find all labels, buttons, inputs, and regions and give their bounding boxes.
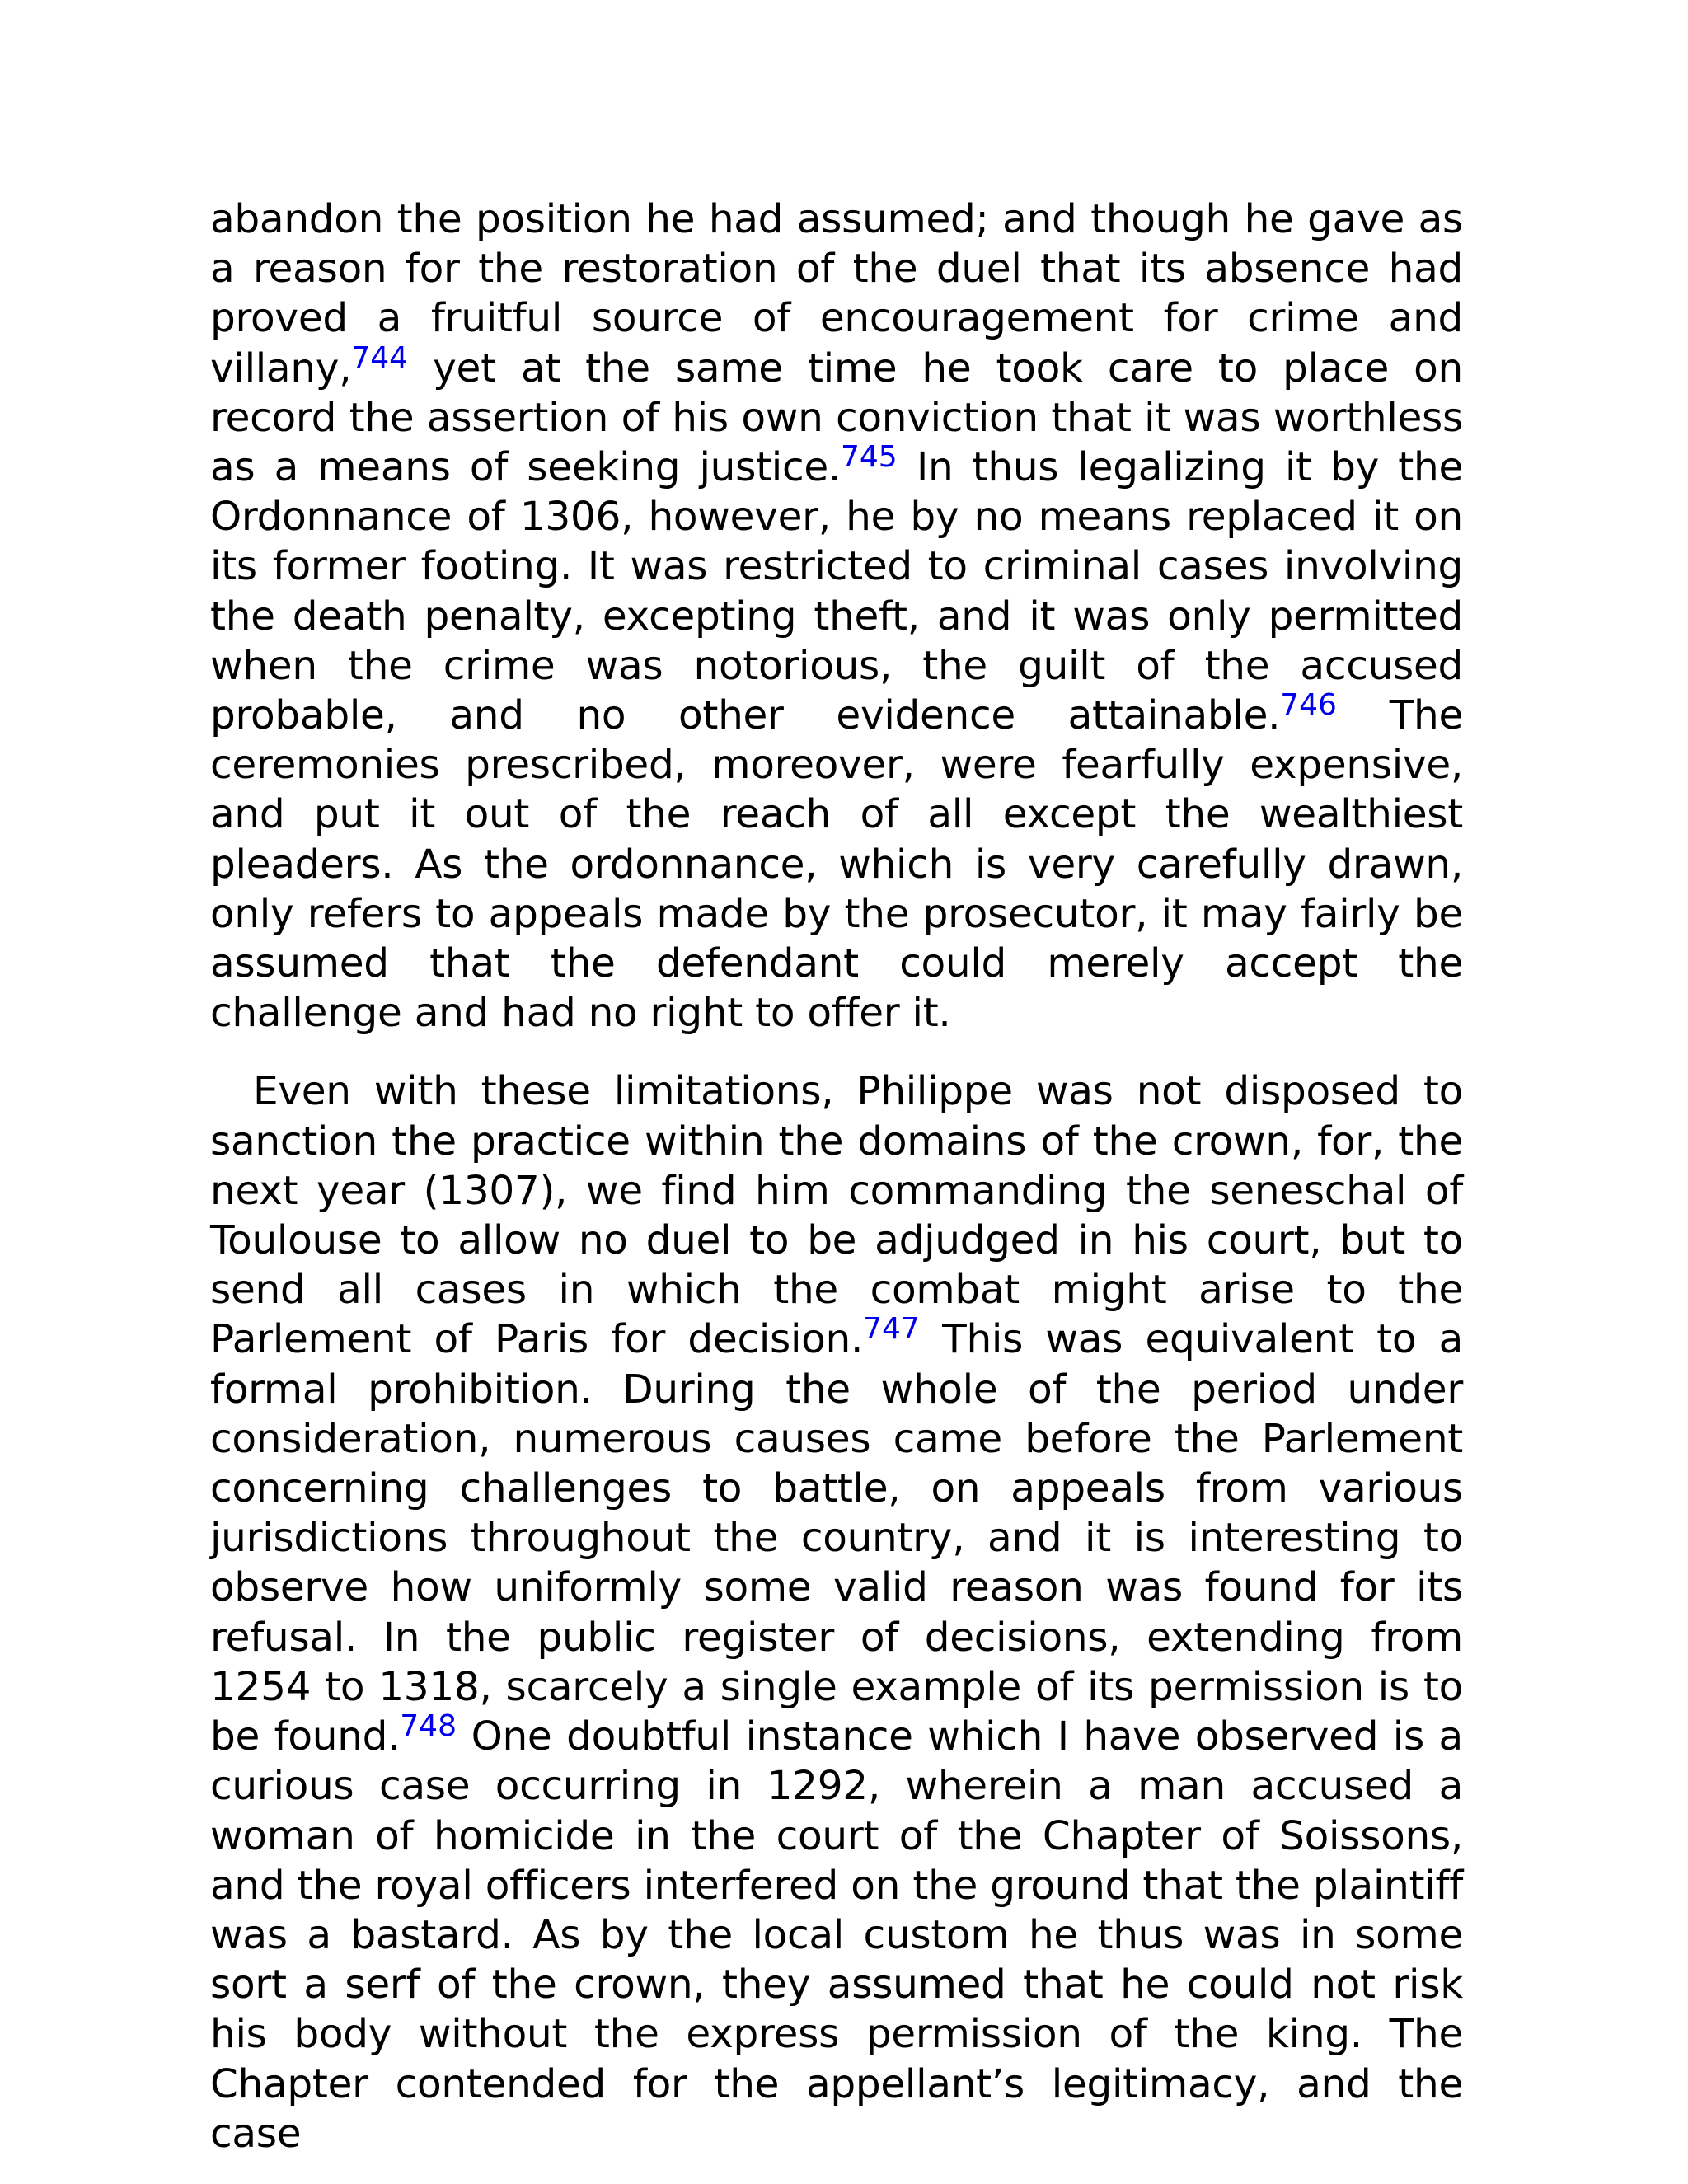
- paragraph-1-text-1: abandon the position he had assumed; and though he gave as a reason for the restoration of the duel that its absence had proved a fruitful source of encouragement for crime and villany,: [210, 196, 1463, 391]
- paragraph-1-text-4: The ceremonies prescribed, moreover, were fearfully expensive, and put it out of the reach of all except the wealthiest pleaders. As the ordonnance, which is very carefully drawn, only refers to appeals made by the prosecutor, it may fairly be assumed that the defendant could merely accept the challenge and had no right to offer it.: [210, 692, 1463, 1037]
- document-page: [210, 194, 1463, 2158]
- footnote-link-745[interactable]: 745: [841, 440, 898, 475]
- paragraph-1: [210, 194, 1463, 1038]
- paragraph-2-text-1: Even with these limitations, Philippe was not disposed to sanction the practice within the domains of the crown, for, the next year (1307), we find him commanding the seneschal of Toulouse to allow no duel to be adjudged in his court, but to send all cases in which the combat might arise to the Parlement of Paris for decision.: [210, 1068, 1463, 1363]
- paragraph-2-text-3: One doubtful instance which I have observed is a curious case occurring in 1292, wherein a man accused a woman of homicide in the court of the Chapter of Soissons, and the royal officers interfered on the ground that the plaintiff was a bastard. As by the local custom he thus was in some sort a serf of the crown, they assumed that he could not risk his body without the express permission of the king. The Chapter contended for the appellant’s legitimacy, and the case: [210, 1713, 1463, 2157]
- footnote-link-746[interactable]: 746: [1280, 688, 1337, 723]
- footnote-link-748[interactable]: 748: [400, 1709, 457, 1744]
- paragraph-1-text-2: yet at the same time he took care to place on record the assertion of his own conviction that it was worthless as a means of seeking justice.: [210, 344, 1463, 491]
- footnote-link-744[interactable]: 744: [351, 340, 409, 375]
- paragraph-2-text-2: This was equivalent to a formal prohibition. During the whole of the period under consideration, numerous causes came before the Parlement concerning challenges to battle, on appeals from various jurisdictions throughout the country, and it is interesting to observe how uniformly some valid reason was found for its refusal. In the public register of decisions, extending from 1254 to 1318, scarcely a single example of its permission is to be found.: [210, 1316, 1463, 1760]
- footnote-link-747[interactable]: 747: [863, 1312, 920, 1347]
- paragraph-1-text-3: In thus legalizing it by the Ordonnance of 1306, however, he by no means replaced it on its former footing. It was restricted to criminal cases involving the death penalty, excepting theft, and it was only permitted when the crime was notorious, the guilt of the accused probable, and no other evidence attainable.: [210, 444, 1463, 739]
- paragraph-2: [210, 1066, 1463, 2158]
